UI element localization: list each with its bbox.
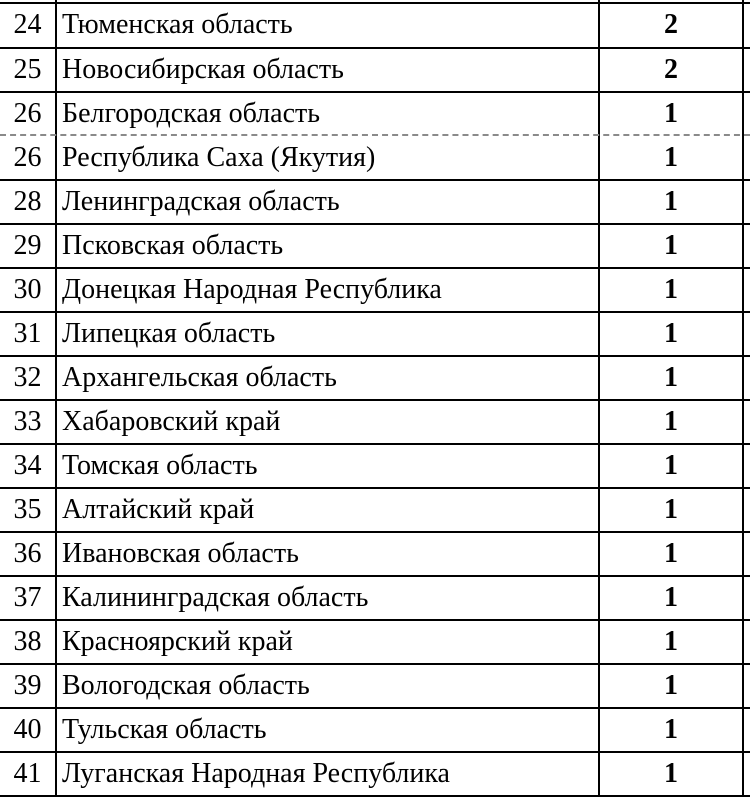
table-row — [0, 752, 750, 796]
region-count: 1 — [664, 362, 678, 393]
region-count: 1 — [664, 142, 678, 173]
table-row — [0, 312, 750, 356]
region-count: 1 — [664, 758, 678, 789]
region-name: Тульская область — [62, 714, 267, 745]
row-number: 40 — [13, 714, 42, 745]
row-number: 35 — [13, 494, 42, 525]
region-name: Красноярский край — [62, 626, 293, 657]
table-row — [0, 180, 750, 224]
row-number: 31 — [13, 318, 42, 349]
region-name: Липецкая область — [62, 318, 276, 349]
row-number: 34 — [13, 450, 42, 481]
table-row — [0, 444, 750, 488]
region-count: 1 — [664, 714, 678, 745]
row-number: 25 — [13, 54, 42, 85]
region-name: Донецкая Народная Республика — [62, 274, 442, 305]
region-count: 2 — [664, 9, 678, 40]
region-name: Архангельская область — [62, 362, 337, 393]
region-name: Белгородская область — [62, 98, 321, 129]
region-name: Тюменская область — [62, 9, 293, 40]
row-number: 38 — [13, 626, 42, 657]
table-row — [0, 48, 750, 92]
row-number: 26 — [13, 142, 42, 173]
region-name: Ивановская область — [62, 538, 299, 569]
table-row — [0, 620, 750, 664]
table-row — [0, 224, 750, 268]
region-count: 1 — [664, 450, 678, 481]
region-name: Алтайский край — [62, 494, 255, 525]
region-count: 1 — [664, 230, 678, 261]
region-count: 1 — [664, 406, 678, 437]
region-name: Ленинградская область — [62, 186, 340, 217]
region-name: Луганская Народная Республика — [62, 758, 450, 789]
region-count: 1 — [664, 670, 678, 701]
row-number: 41 — [13, 758, 42, 789]
row-number: 37 — [13, 582, 42, 613]
region-count: 1 — [664, 538, 678, 569]
row-number: 33 — [13, 406, 42, 437]
table-row — [0, 92, 750, 136]
row-number: 24 — [13, 9, 42, 40]
region-count: 2 — [664, 54, 678, 85]
region-count: 1 — [664, 318, 678, 349]
table-row — [0, 3, 750, 47]
region-count: 1 — [664, 274, 678, 305]
region-name: Новосибирская область — [62, 54, 344, 85]
row-number: 26 — [13, 98, 42, 129]
table-row — [0, 576, 750, 620]
row-number: 39 — [13, 670, 42, 701]
region-count: 1 — [664, 186, 678, 217]
row-number: 36 — [13, 538, 42, 569]
table-row — [0, 356, 750, 400]
region-count: 1 — [664, 98, 678, 129]
table-row — [0, 136, 750, 180]
region-count: 1 — [664, 494, 678, 525]
region-name: Хабаровский край — [62, 406, 281, 437]
row-number: 29 — [13, 230, 42, 261]
row-number: 32 — [13, 362, 42, 393]
region-name: Томская область — [62, 450, 258, 481]
table-row — [0, 708, 750, 752]
table-row — [0, 400, 750, 444]
region-name: Калининградская область — [62, 582, 369, 613]
region-name: Псковская область — [62, 230, 284, 261]
row-number: 28 — [13, 186, 42, 217]
table-row — [0, 268, 750, 312]
table-row — [0, 488, 750, 532]
region-count: 1 — [664, 626, 678, 657]
region-name: Республика Саха (Якутия) — [62, 142, 376, 173]
table-row — [0, 664, 750, 708]
region-name: Вологодская область — [62, 670, 310, 701]
region-count: 1 — [664, 582, 678, 613]
row-number: 30 — [13, 274, 42, 305]
table-row — [0, 532, 750, 576]
